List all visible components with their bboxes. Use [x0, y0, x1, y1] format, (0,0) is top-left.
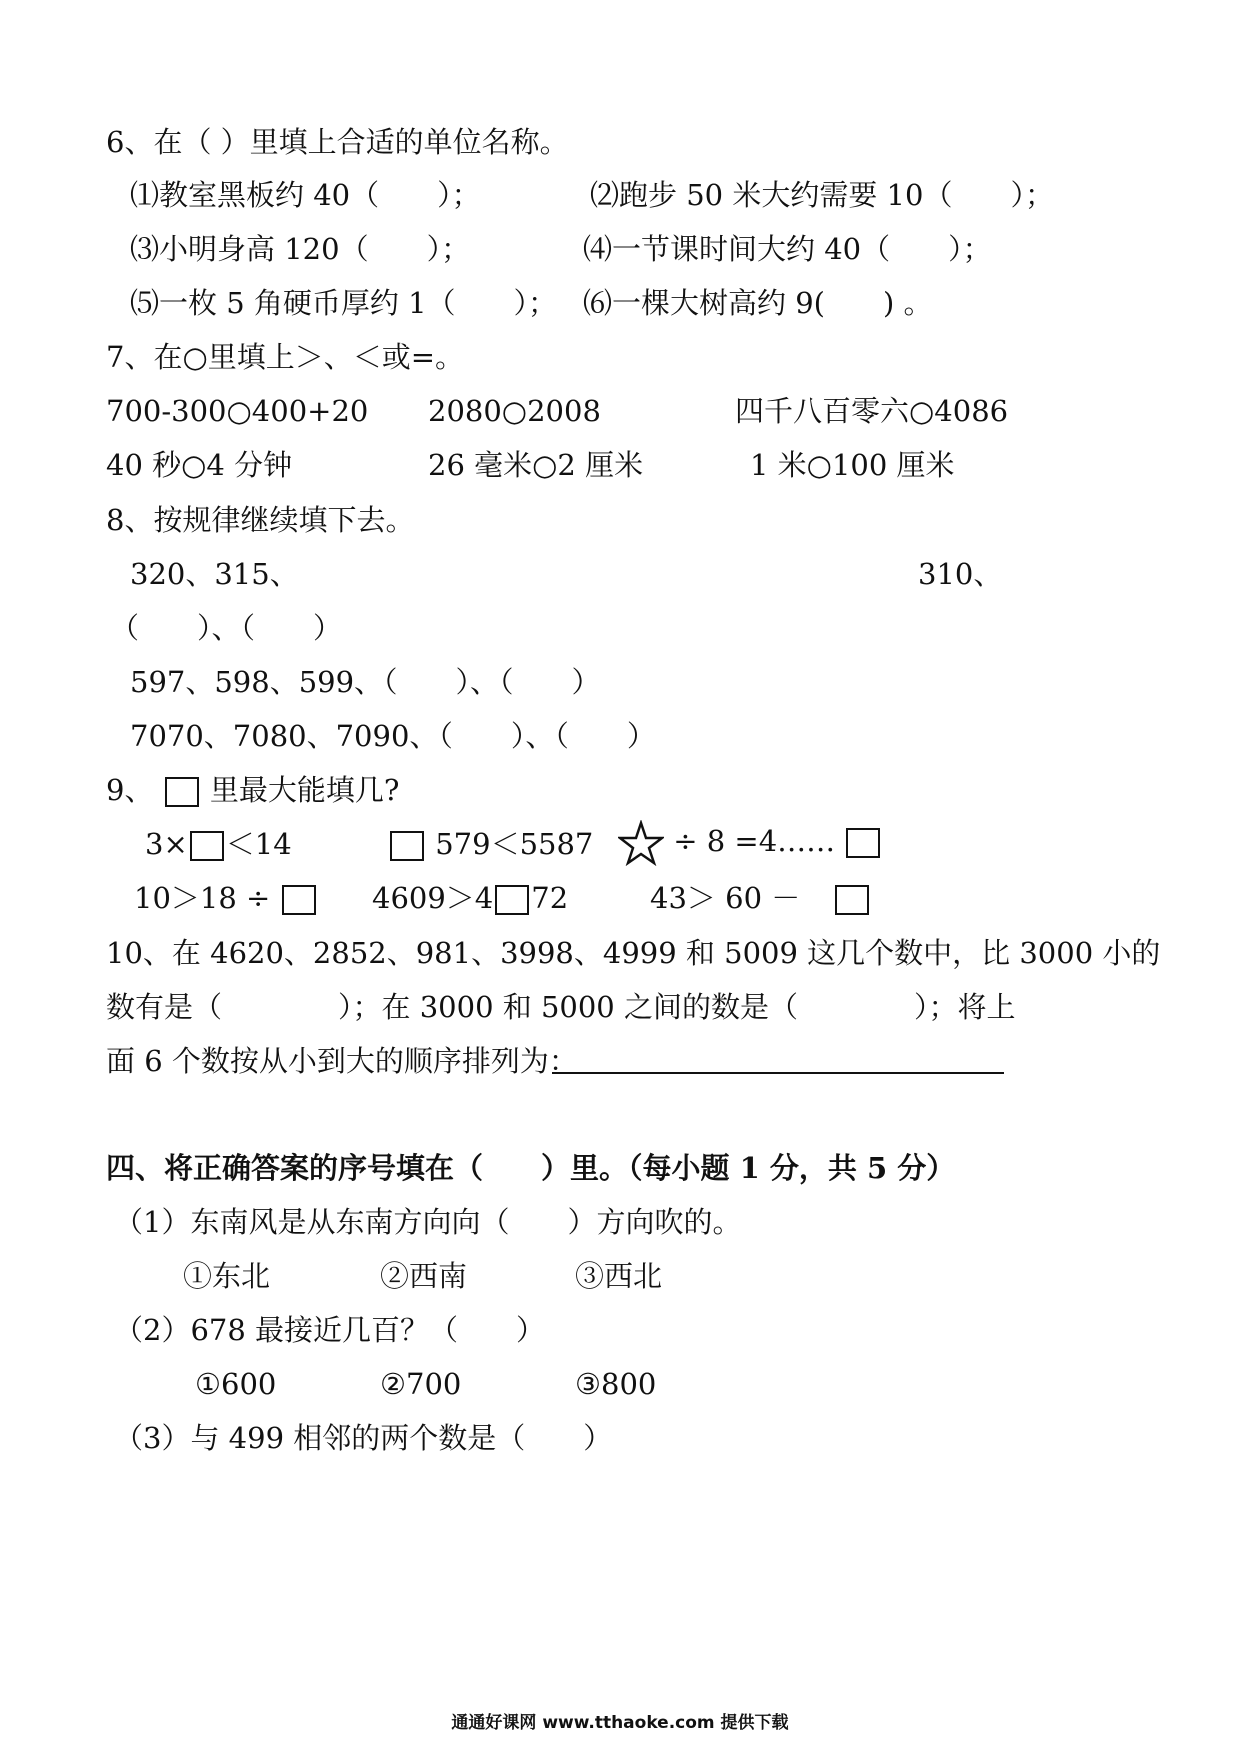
q9-expr-5 — [372, 880, 568, 916]
q9-expr-2-right: 579＜5587 — [435, 827, 594, 861]
section4-q3: （3）与 499 相邻的两个数是（ ） — [114, 1421, 613, 1455]
section4-q1: （1）东南风是从东南方向向（ ）方向吹的。 — [114, 1205, 742, 1239]
q6-item-4: ⑷一节课时间大约 40（ ）； — [583, 232, 992, 266]
section4-q1-option-1: ①东北 — [183, 1259, 271, 1293]
q9-expr-4 — [134, 880, 318, 916]
q6-item-2: ⑵跑步 50 米大约需要 10（ ）； — [590, 178, 1054, 212]
q9-expr-1 — [145, 826, 292, 862]
q7-item-2: 2080○2008 — [428, 394, 601, 428]
answer-box[interactable] — [282, 885, 316, 915]
q9-expr-5-right: 72 — [531, 881, 569, 915]
q7-item-1: 700-300○400+20 — [106, 394, 369, 428]
section4-q2-option-1: ①600 — [195, 1367, 277, 1401]
q7-item-6: 1 米○100 厘米 — [750, 448, 955, 482]
q7-title: 7、在○里填上＞、＜或=。 — [106, 340, 465, 374]
q10-line2: 数有是（ ）；在 3000 和 5000 之间的数是（ ）；将上 — [106, 990, 1016, 1024]
q6-item-1: ⑴教室黑板约 40（ ）； — [130, 178, 481, 212]
q8-line1-right: 310、 — [918, 557, 1003, 591]
q9-expr-4-left: 10＞18 ÷ — [134, 881, 271, 915]
q7-item-3: 四千八百零六○4086 — [735, 394, 1009, 428]
q8-line1-left: 320、315、 — [130, 557, 299, 591]
q8-line2: （ ）、（ ） — [110, 611, 343, 645]
q10-line1: 10、在 4620、2852、981、3998、4999 和 5009 这几个数中，比 3000 小的 — [106, 936, 1161, 970]
q6-title: 6、在（ ）里填上合适的单位名称。 — [106, 125, 569, 159]
q9-title-suffix: 里最大能填几? — [209, 773, 400, 807]
section4-title: 四、将正确答案的序号填在（ ）里。（每小题 1 分，共 5 分） — [106, 1151, 956, 1185]
q9-expr-6-left: 43＞ 60 － — [650, 881, 801, 915]
q9-expr-1-left: 3× — [145, 827, 188, 861]
q9-title — [106, 772, 399, 808]
answer-box[interactable] — [390, 831, 424, 861]
q9-expr-2 — [388, 826, 593, 862]
section4-q2: （2）678 最接近几百？（ ） — [114, 1313, 546, 1347]
q9-expr-3-mid: ÷ 8 =4…… — [673, 824, 836, 858]
answer-box[interactable] — [165, 777, 199, 807]
footer-text: 通通好课网 www.tthaoke.com 提供下载 — [451, 1713, 789, 1733]
q6-item-3: ⑶小明身高 120（ ）； — [130, 232, 471, 266]
answer-box[interactable] — [846, 828, 880, 858]
q8-line4: 7070、7080、7090、（ ）、（ ） — [130, 719, 656, 753]
answer-box[interactable] — [835, 885, 869, 915]
answer-underline[interactable] — [552, 1072, 1004, 1074]
q9-expr-5-left: 4609＞4 — [372, 881, 494, 915]
answer-box[interactable] — [495, 885, 529, 915]
q9-expr-3 — [618, 820, 882, 866]
section4-q1-option-3: ③西北 — [575, 1259, 663, 1293]
q8-line3: 597、598、599、（ ）、（ ） — [130, 665, 601, 699]
q9-expr-6 — [650, 880, 871, 916]
answer-box[interactable] — [190, 831, 224, 861]
q9-title-prefix: 9、 — [106, 773, 154, 807]
q10-line3: 面 6 个数按从小到大的顺序排列为： — [106, 1044, 578, 1078]
star-icon — [618, 820, 664, 866]
section4-q2-option-2: ②700 — [380, 1367, 462, 1401]
section4-q2-option-3: ③800 — [575, 1367, 657, 1401]
section4-q1-option-2: ②西南 — [380, 1259, 468, 1293]
q7-item-5: 26 毫米○2 厘米 — [428, 448, 644, 482]
q9-expr-1-right: ＜14 — [225, 827, 292, 861]
q8-title: 8、按规律继续填下去。 — [106, 503, 415, 537]
q6-item-5: ⑸一枚 5 角硬币厚约 1（ ）； — [130, 286, 558, 320]
q6-item-6: ⑹一棵大树高约 9( ) 。 — [583, 286, 933, 320]
q7-item-4: 40 秒○4 分钟 — [106, 448, 293, 482]
